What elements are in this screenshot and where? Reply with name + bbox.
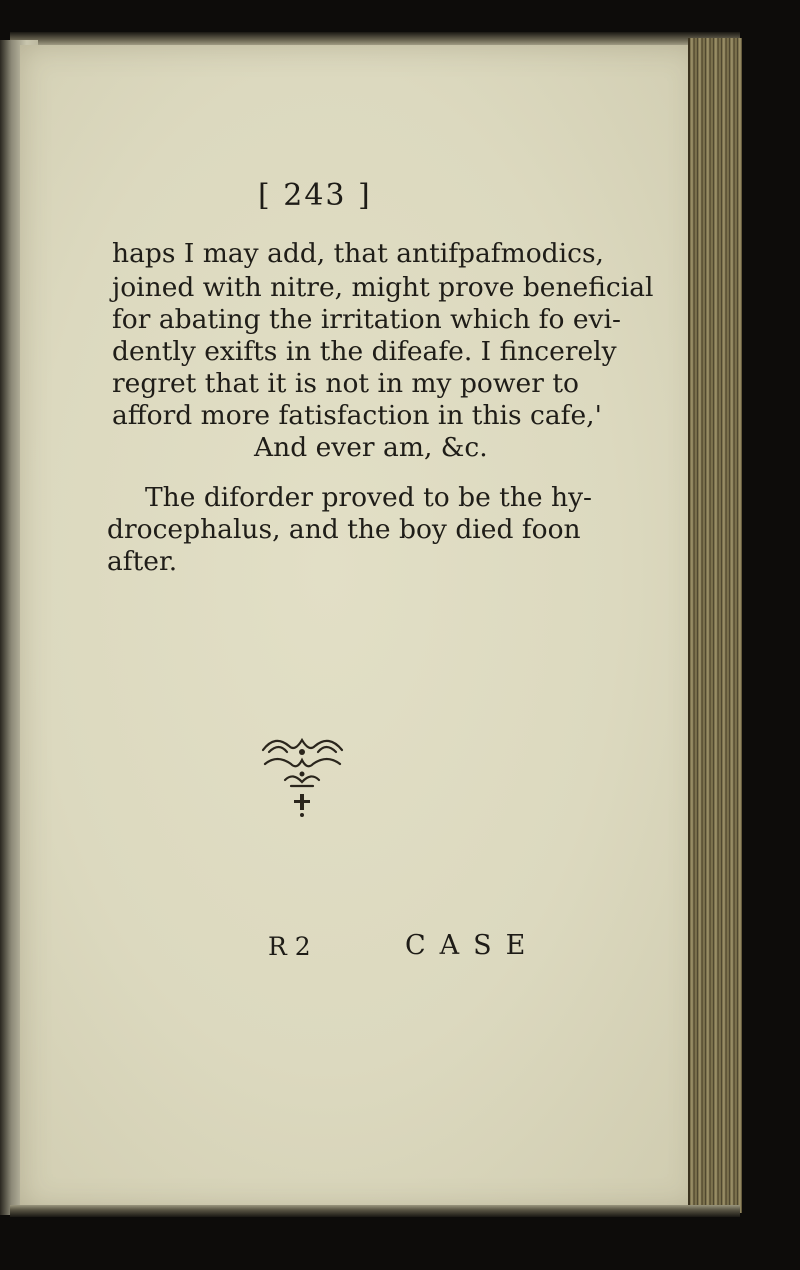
book-top-edge (10, 32, 740, 46)
book-page (20, 45, 700, 1210)
page-stack-edge (688, 38, 742, 1213)
text-line-closing: And ever am, &c. (254, 432, 488, 463)
text-line-3: for abating the irritation which fo evi- (112, 304, 621, 335)
page-number-header: [ 243 ] (258, 178, 372, 213)
printers-ornament-icon (255, 728, 350, 823)
text-line-9: drocephalus, and the boy died foon (107, 514, 581, 545)
text-line-2: joined with nitre, might prove beneficial (112, 272, 654, 303)
text-line-10: after. (107, 546, 178, 577)
text-line-5: regret that it is not in my power to (112, 368, 579, 399)
text-line-1: haps I may add, that antifpafmodics, (112, 238, 604, 269)
signature-mark: R 2 (268, 932, 311, 961)
text-line-6: afford more fatisfaction in this cafe,' (112, 400, 602, 431)
text-line-4: dently exifts in the difeafe. I fincerely (112, 336, 617, 367)
book-bottom-edge (10, 1205, 740, 1217)
text-line-8: The diforder proved to be the hy- (145, 482, 592, 513)
catchword: CASE (405, 930, 540, 961)
